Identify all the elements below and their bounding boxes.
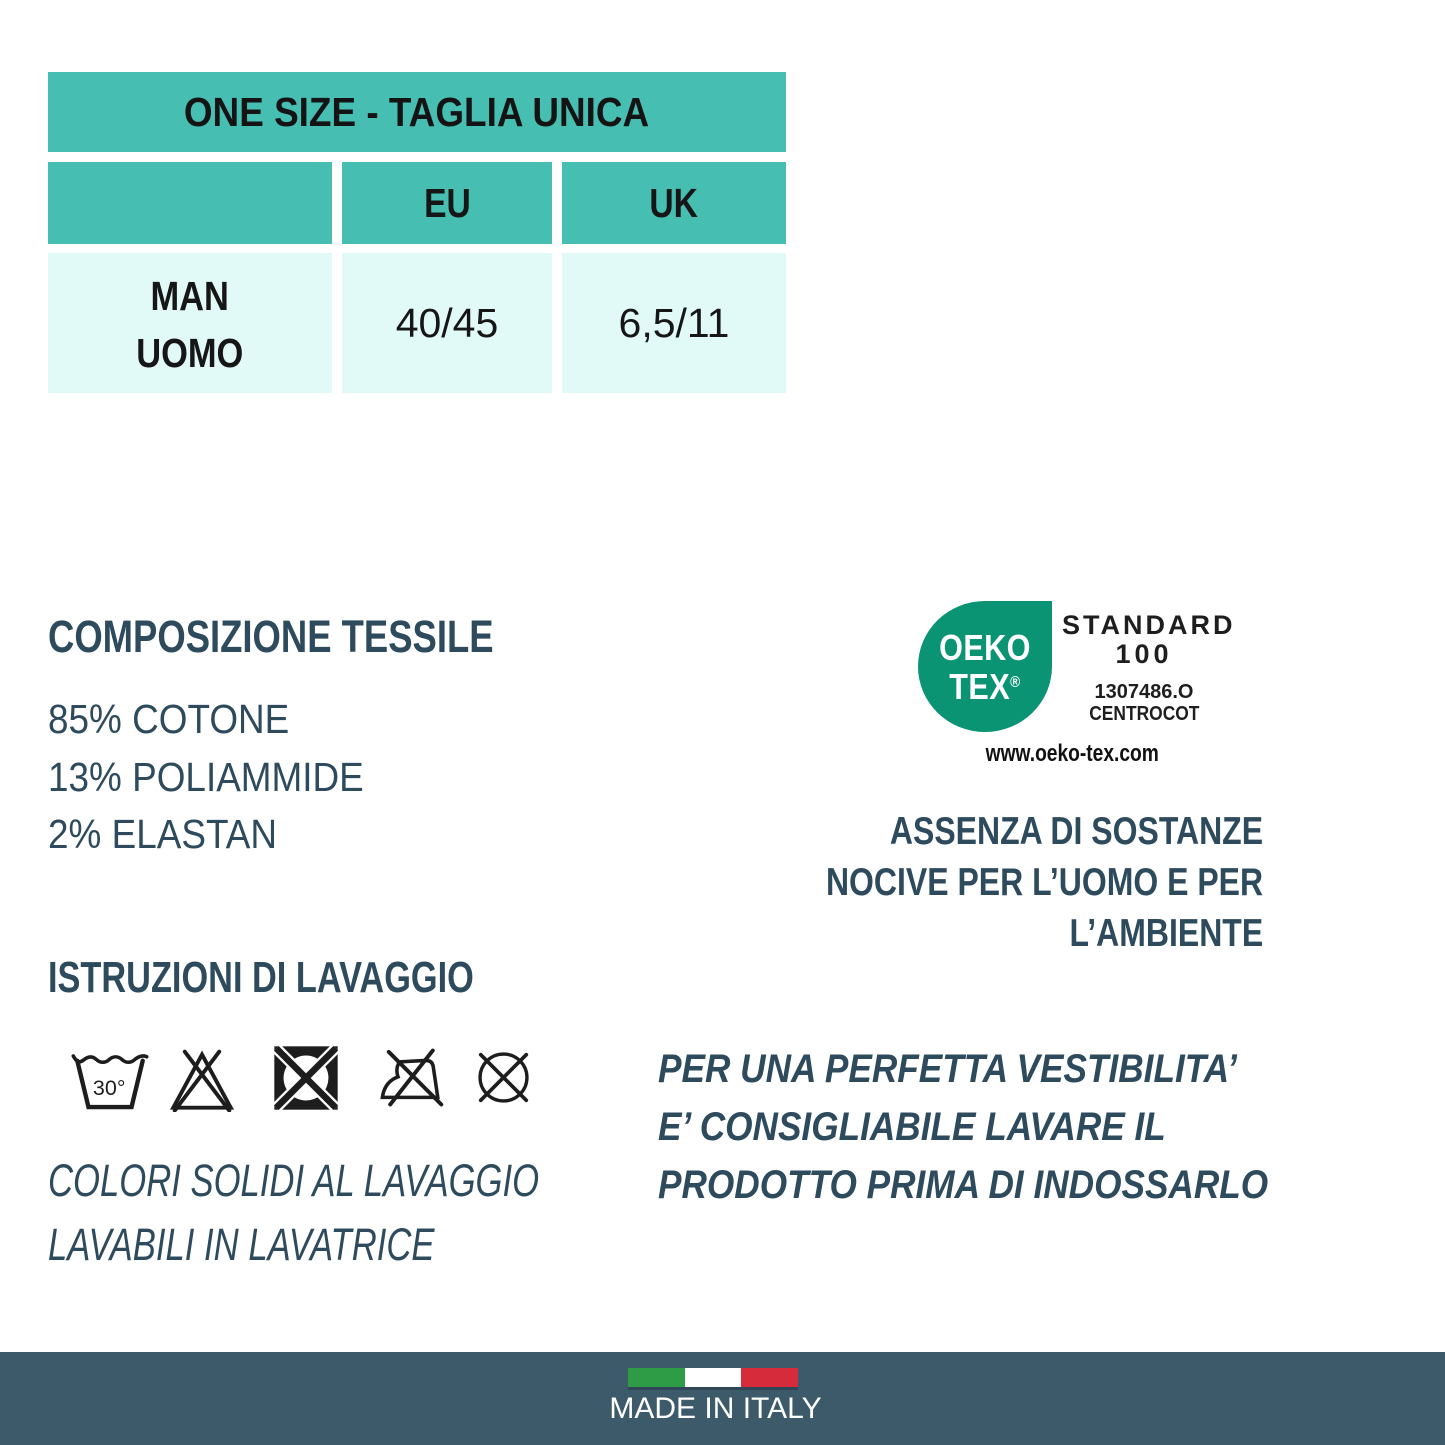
fit-advice-line: E’ CONSIGLIABILE LAVARE IL bbox=[658, 1105, 1166, 1149]
oeko-tex-logo bbox=[918, 601, 1052, 732]
wash-30-icon bbox=[70, 1044, 150, 1111]
wash-temperature: 30° bbox=[92, 1076, 126, 1101]
size-table-title-cell bbox=[48, 72, 786, 152]
size-table-title: ONE SIZE - TAGLIA UNICA bbox=[184, 88, 650, 135]
do-not-iron-icon bbox=[376, 1046, 447, 1109]
washing-note-line: LAVABILI IN LAVATRICE bbox=[48, 1218, 435, 1270]
standard-word: STANDARD bbox=[1062, 610, 1236, 640]
do-not-tumble-dry-icon bbox=[273, 1044, 339, 1112]
do-not-bleach-icon bbox=[166, 1046, 238, 1112]
oeko-website: www.oeko-tex.com bbox=[985, 740, 1159, 767]
row-label-uomo: UOMO bbox=[136, 330, 244, 376]
fit-advice-line: PER UNA PERFETTA VESTIBILITA’ bbox=[658, 1047, 1237, 1091]
flag-red-stripe bbox=[741, 1368, 798, 1387]
oeko-claim-line: L’AMBIENTE bbox=[1069, 912, 1263, 955]
size-value-uk: 6,5/11 bbox=[618, 299, 730, 346]
composition-item: 2% ELASTAN bbox=[48, 811, 278, 857]
do-not-dry-clean-icon bbox=[470, 1044, 537, 1111]
washing-heading: ISTRUZIONI DI LAVAGGIO bbox=[48, 953, 474, 1002]
flag-green-stripe bbox=[628, 1368, 685, 1387]
size-value-eu: 40/45 bbox=[395, 299, 499, 346]
col-header-uk-label: UK bbox=[649, 179, 699, 226]
composition-item: 13% POLIAMMIDE bbox=[48, 753, 364, 800]
made-in-italy-label: MADE IN ITALY bbox=[609, 1392, 822, 1425]
size-table-row-label-cell bbox=[48, 253, 332, 393]
fit-advice-line: PRODOTTO PRIMA DI INDOSSARLO bbox=[658, 1163, 1269, 1207]
size-value-uk-cell bbox=[562, 253, 786, 393]
washing-note-line: COLORI SOLIDI AL LAVAGGIO bbox=[48, 1155, 540, 1206]
oeko-standard-block bbox=[1062, 610, 1236, 725]
washing-notes bbox=[48, 1149, 686, 1276]
fit-advice bbox=[658, 1040, 1351, 1214]
composition-heading: COMPOSIZIONE TESSILE bbox=[48, 611, 494, 662]
oeko-tex-logo-line2: TEX® bbox=[949, 665, 1021, 707]
composition-item: 85% COTONE bbox=[48, 696, 290, 742]
row-label-man: MAN bbox=[150, 273, 230, 319]
certificate-number: 1307486.O bbox=[1094, 681, 1194, 703]
certifying-institute: CENTROCOT bbox=[1088, 703, 1200, 725]
oeko-tex-logo-line1: OEKO bbox=[939, 626, 1031, 668]
col-header-eu-label: EU bbox=[423, 179, 471, 226]
size-table-empty-header-cell bbox=[48, 162, 332, 244]
flag-white-stripe bbox=[685, 1368, 742, 1387]
size-value-eu-cell bbox=[342, 253, 552, 393]
oeko-claim-line: NOCIVE PER L’UOMO E PER bbox=[825, 861, 1263, 904]
standard-number: 100 bbox=[1115, 639, 1173, 669]
size-table-header-uk bbox=[562, 162, 786, 244]
oeko-claim bbox=[730, 806, 1263, 959]
oeko-claim-line: ASSENZA DI SOSTANZE bbox=[889, 810, 1263, 853]
composition-list bbox=[48, 691, 399, 864]
size-table-header-eu bbox=[342, 162, 552, 244]
registered-trademark: ® bbox=[1010, 673, 1021, 691]
italian-flag-icon bbox=[628, 1368, 798, 1387]
